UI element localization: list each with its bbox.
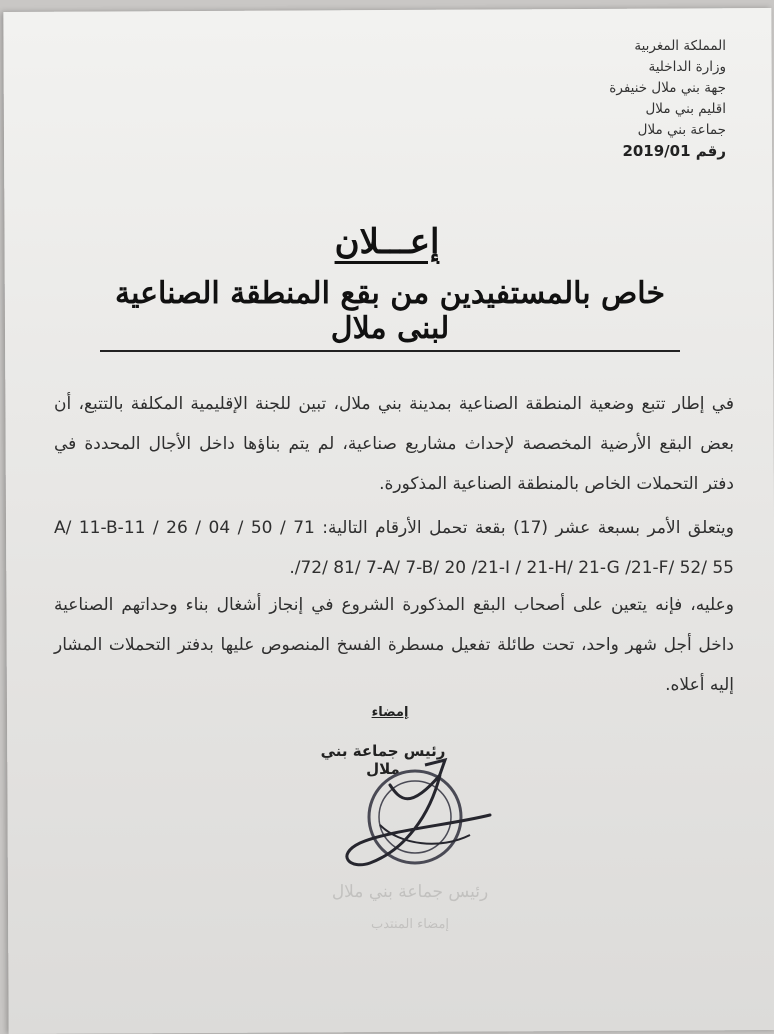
official-stamp-and-signature [330, 755, 500, 885]
letterhead [506, 36, 726, 162]
paragraph-context: في إطار تتبع وضعية المنطقة الصناعية بمدينة بني ملال، تبين للجنة الإقليمية المكلفة بالتتبع، أن بعض البقع الأرضية المخصصة لإحداث مشاريع صناعية، لم يتم بناؤها داخل الأجال المحددة في دفتر التحملات الخاص بالمنطقة الصناعية المذكورة. [54, 394, 734, 494]
letterhead-region: جهة بني ملال خنيفرة [609, 80, 726, 96]
announcement-title-text: إعـــلان [334, 222, 440, 262]
letterhead-kingdom: المملكة المغربية [634, 38, 726, 54]
faded-stamp-subtitle: إمضاء المنتدب [370, 917, 450, 932]
paragraph-plot-numbers: ويتعلق الأمر بسبعة عشر (17) بقعة تحمل الأرقام التالية: 71 / 50 / 04 / 26 / 11-A/ 11-B /72/ 81/ 7-A/ 7-B/ 20 /21-I / 21-H/ 21-G /21-F/ 52/ 55. [54, 518, 734, 578]
signatory-title: رئيس جماعة بني ملال [320, 742, 446, 778]
announcement-subtitle: خاص بالمستفيدين من بقع المنطقة الصناعية لبنى ملال [100, 276, 680, 352]
letterhead-province: اقليم بني ملال [645, 101, 726, 117]
signature-label: إمضاء [371, 705, 409, 720]
reference-number: رقم 2019/01 [622, 142, 726, 160]
letterhead-ministry: وزارة الداخلية [648, 59, 726, 75]
paragraph-deadline: وعليه، فإنه يتعين على أصحاب البقع المذكورة الشروع في إنجاز أشغال بناء وحداتهم الصناعية داخل أجل شهر واحد، تحت طائلة تفعيل مسطرة الفسخ المنصوص عليها بدفتر التحملات المشار إليه أعلاه. [54, 595, 734, 695]
announcement-title [0, 222, 774, 262]
letterhead-commune: جماعة بني ملال [637, 122, 726, 138]
faded-stamp-title: رئيس جماعة بني ملال [331, 882, 489, 902]
